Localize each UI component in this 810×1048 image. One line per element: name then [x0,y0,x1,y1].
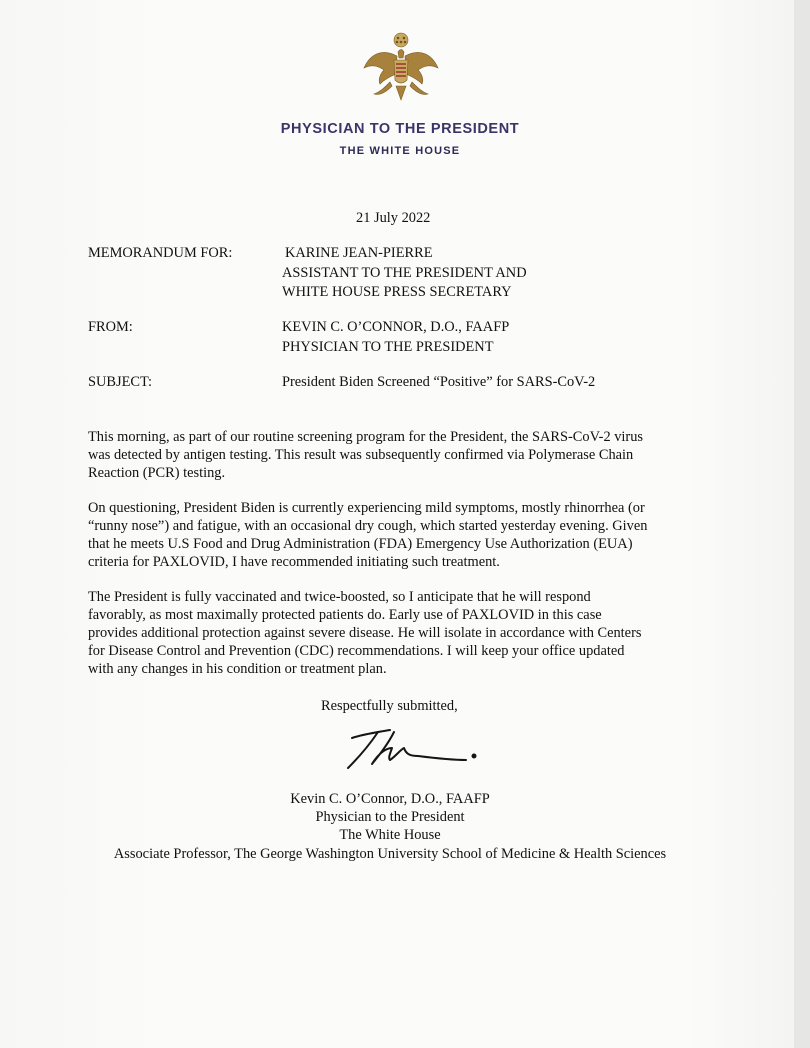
paragraph-line: with any changes in his condition or treatment plan. [88,661,387,677]
paragraph-line: This morning, as part of our routine screening program for the President, the SARS-CoV-2 virus [88,429,644,445]
paragraph-line: The President is fully vaccinated and twice-boosted, so I anticipate that he will respond [88,589,591,605]
sender-title: PHYSICIAN TO THE PRESIDENT [282,339,494,355]
memo-date: 21 July 2022 [356,210,431,226]
body-paragraph-1 [88,428,728,482]
great-seal-eagle-icon [360,30,442,110]
signer-title: Physician to the President [315,809,465,825]
paragraph-line: was detected by antigen testing. This result was subsequently confirmed via Polymerase Chain [88,447,634,463]
recipient-title: WHITE HOUSE PRESS SECRETARY [282,284,512,300]
signer-name: Kevin C. O’Connor, D.O., FAAFP [290,791,490,807]
memo-from-label: FROM: [88,319,133,335]
paragraph-line: for Disease Control and Prevention (CDC) recommendations. I will keep your office updated [88,643,625,659]
recipient-title: ASSISTANT TO THE PRESIDENT AND [282,265,527,281]
memo-for-label: MEMORANDUM FOR: [88,245,233,261]
signer-affiliation: Associate Professor, The George Washington University School of Medicine & Health Sciences [113,846,667,862]
paragraph-line: favorably, as most maximally protected patients do. Early use of PAXLOVID in this case [88,607,602,623]
page-edge-shadow [794,0,810,1048]
memo-subject-label: SUBJECT: [88,374,153,390]
memo-subject: President Biden Screened “Positive” for SARS-CoV-2 [282,374,596,390]
signer-office: The White House [339,827,441,843]
handwritten-signature-icon [338,718,488,778]
body-paragraph-3 [88,588,728,678]
body-paragraph-2 [88,499,728,571]
paragraph-line: that he meets U.S Food and Drug Administration (FDA) Emergency Use Authorization (EUA) [88,536,633,552]
sender-name: KEVIN C. O’CONNOR, D.O., FAAFP [282,319,510,335]
closing-text: Respectfully submitted, [321,698,458,714]
letterhead-subtitle: THE WHITE HOUSE [339,145,461,157]
paragraph-line: On questioning, President Biden is currently experiencing mild symptoms, mostly rhinorrhea (or [88,500,645,516]
paragraph-line: “runny nose”) and fatigue, with an occasional dry cough, which started yesterday evening. Given [88,518,648,534]
recipient-name: KARINE JEAN-PIERRE [285,245,433,261]
paragraph-line: Reaction (PCR) testing. [88,465,226,481]
letterhead-title: PHYSICIAN TO THE PRESIDENT [280,121,520,137]
paragraph-line: criteria for PAXLOVID, I have recommended initiating such treatment. [88,554,500,570]
paragraph-line: provides additional protection against severe disease. He will isolate in accordance with Centers [88,625,642,641]
